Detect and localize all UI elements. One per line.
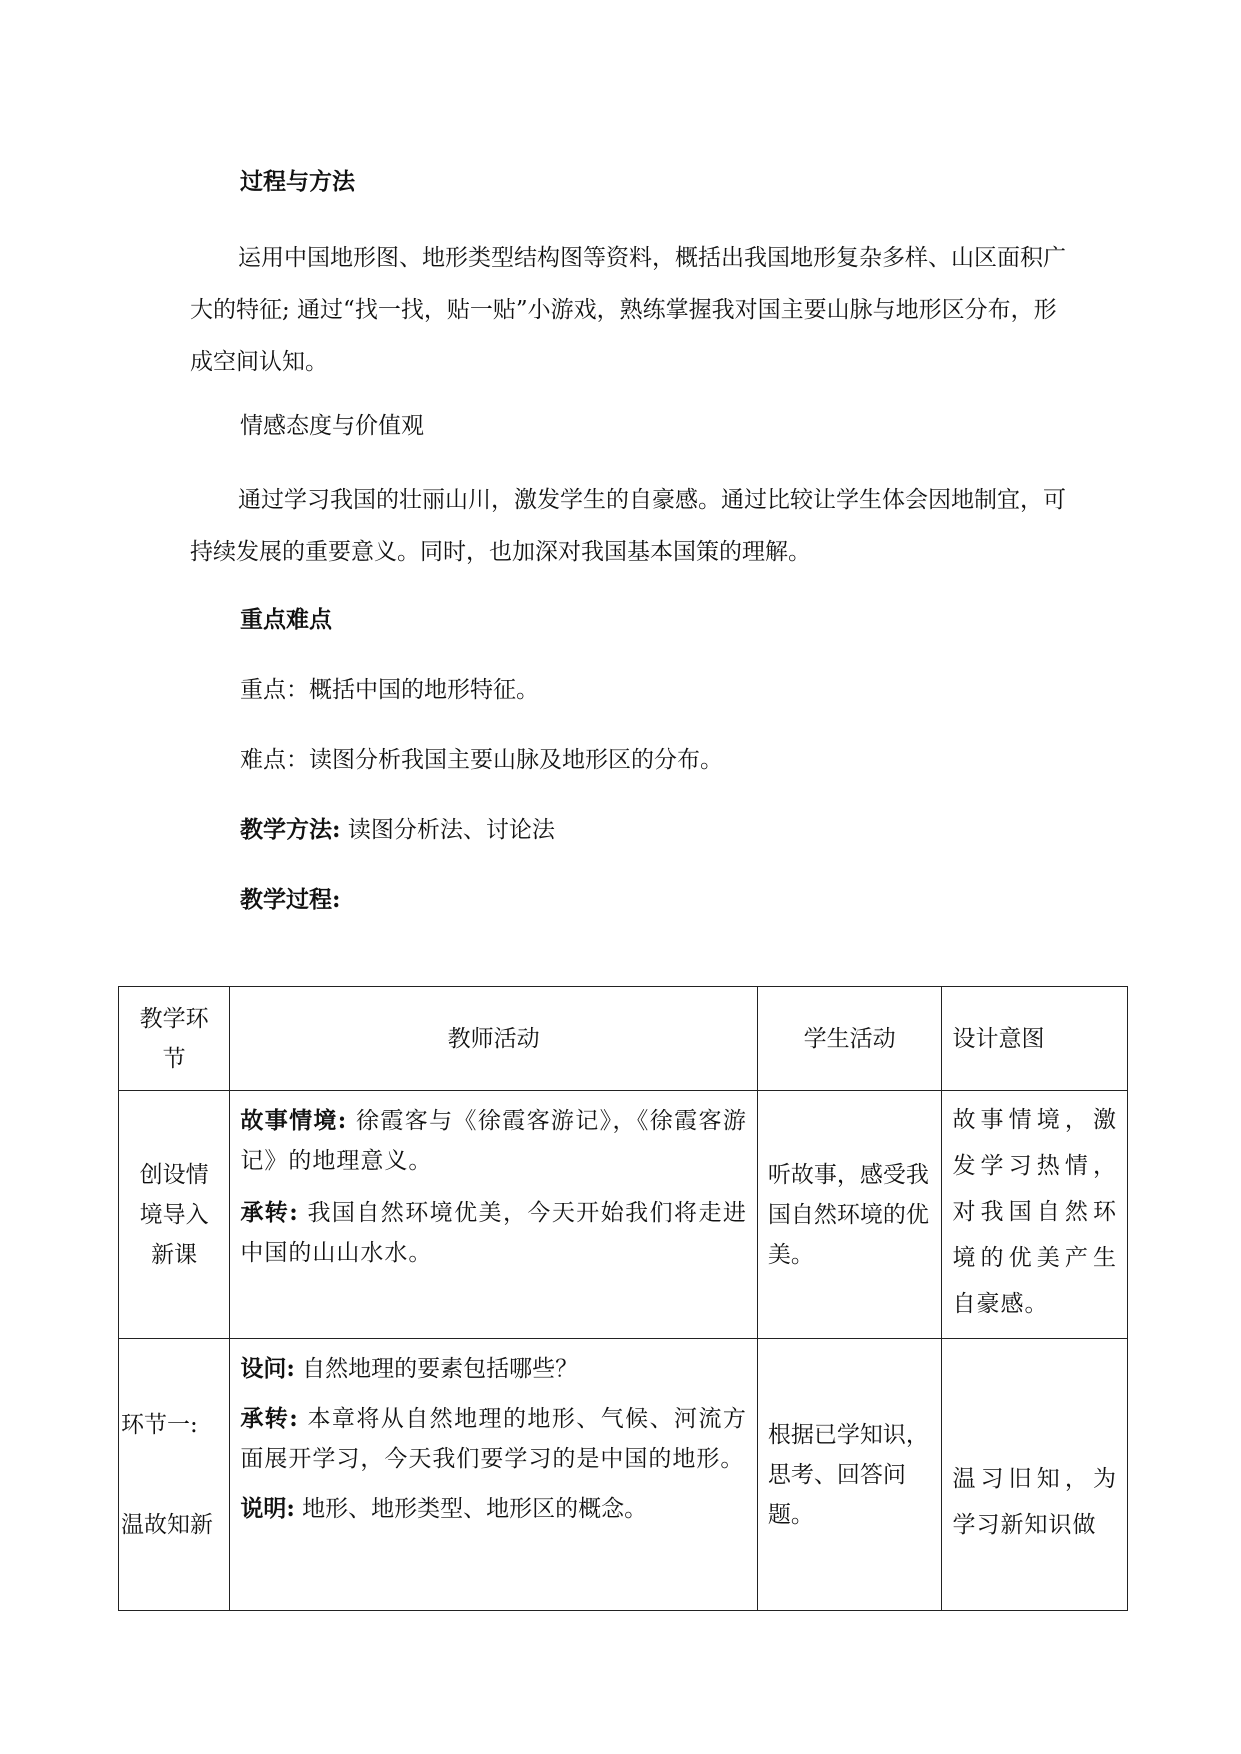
teacher-item [240, 1399, 747, 1479]
process-text: 运用中国地形图、地形类型结构图等资料，概括出我国地形复杂多样、山区面积广大的特征; 通过“找一找，贴一贴”小游戏，熟练掌握我对国主要山脉与地形区分布，形成空间认知。 [190, 245, 1066, 375]
teacher-cell [230, 1339, 758, 1611]
emotion-heading: 情感态度与价值观 [240, 413, 424, 439]
teacher-item-label: 承转: [240, 1199, 299, 1226]
teacher-item-label: 设问: [240, 1355, 295, 1382]
method-line [240, 812, 555, 848]
intent-cell: 故事情境，激发学习热情，对我国自然环境的优美产生自豪感。 [942, 1091, 1128, 1339]
table-header-row [119, 987, 1128, 1091]
emotion-text: 通过学习我国的壮丽山川，激发学生的自豪感。通过比较让学生体会因地制宜，可持续发展的重要意义。同时，也加深对我国基本国策的理解。 [190, 487, 1066, 565]
table-row [119, 1091, 1128, 1339]
teacher-item-text: 本章将从自然地理的地形、气候、河流方面展开学习，今天我们要学习的是中国的地形。 [240, 1406, 747, 1472]
teacher-item-label: 故事情境: [240, 1107, 348, 1134]
teacher-item-text: 地形、地形类型、地形区的概念。 [302, 1496, 648, 1522]
difficult-point: 难点：读图分析我国主要山脉及地形区的分布。 [240, 747, 723, 773]
teacher-item-text: 自然地理的要素包括哪些？ [302, 1356, 579, 1382]
process-heading: 过程与方法 [240, 168, 355, 195]
teacher-item-text: 我国自然环境优美，今天开始我们将走进中国的山山水水。 [240, 1200, 747, 1266]
stage-cell [119, 1339, 230, 1611]
student-cell: 听故事，感受我国自然环境的优美。 [757, 1091, 942, 1339]
table-row [119, 1339, 1128, 1611]
stage-line: 环节一: [121, 1411, 198, 1438]
method-value: 读图分析法、讨论法 [347, 817, 555, 843]
header-intent: 设计意图 [942, 987, 1128, 1091]
teacher-item [240, 1489, 747, 1529]
student-cell: 根据已学知识，思考、回答问题。 [757, 1339, 942, 1611]
teacher-item-label: 承转: [240, 1405, 299, 1432]
teacher-item [240, 1101, 747, 1181]
teacher-cell [230, 1091, 758, 1339]
header-student: 学生活动 [757, 987, 942, 1091]
process-label: 教学过程: [240, 886, 341, 913]
teacher-item-text: 徐霞客与《徐霞客游记》，《徐霞客游记》的地理意义。 [240, 1108, 747, 1174]
teacher-item-label: 说明: [240, 1495, 295, 1522]
stage-line: 温故知新 [121, 1511, 213, 1538]
lesson-table [118, 986, 1128, 1611]
header-stage: 教学环节 [119, 987, 230, 1091]
teacher-item [240, 1193, 747, 1273]
key-heading: 重点难点 [240, 606, 332, 633]
key-point: 重点：概括中国的地形特征。 [240, 677, 539, 703]
method-label: 教学方法: [240, 816, 341, 843]
teacher-item [240, 1349, 747, 1389]
intent-cell: 温习旧知，为学习新知识做 [942, 1339, 1128, 1611]
header-teacher: 教师活动 [230, 987, 758, 1091]
stage-cell: 创设情境导入新课 [119, 1091, 230, 1339]
